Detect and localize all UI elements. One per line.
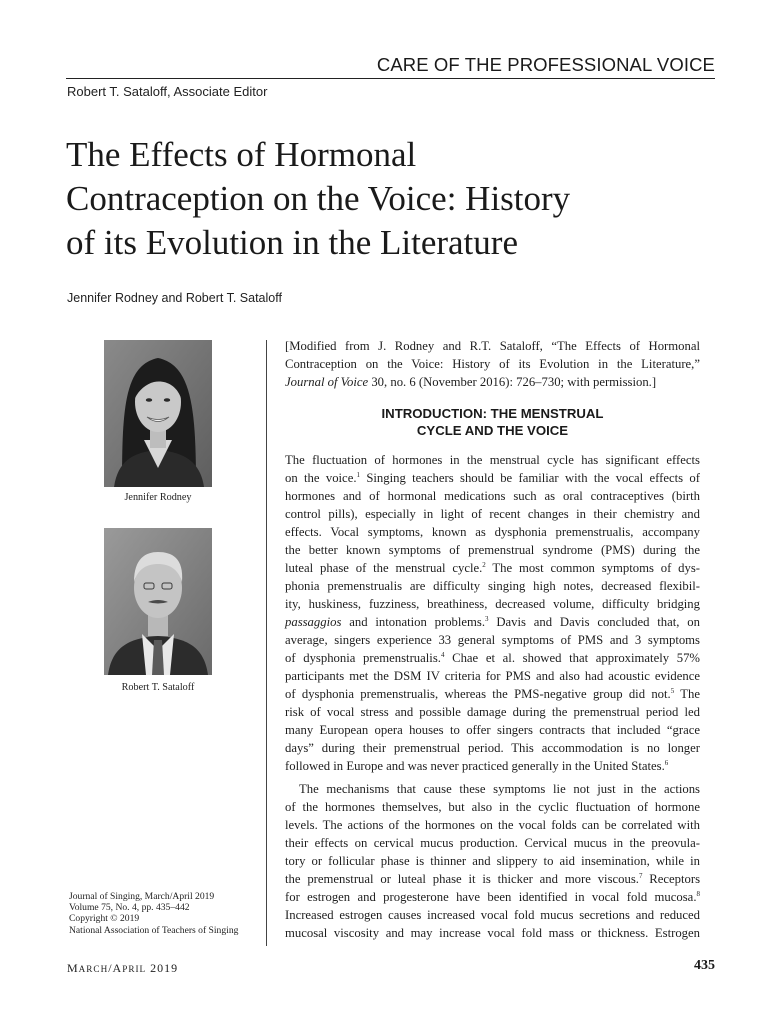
text-line: many European opera houses to offer singers contracts that included “grace [285,723,700,737]
text-line: for estrogen and progesterone have been identified in vocal fold mucosa.$^8$ [285,890,700,904]
text-line: Increased estrogen causes increased vocal fold mucus secretions and reduced [285,908,700,922]
text-line: control pills), especially in light of recent changes in their chemistry and [285,507,700,521]
text-line: participants met the DSM IV criteria for PMS and also had acoustic evidence [285,669,700,683]
journal-name: Journal of Voice [285,375,369,389]
text-line: Contraception on the Voice: History of its Evolution in the Literature,” [285,357,700,371]
citation-line: Journal of Singing, March/April 2019 [69,891,215,902]
footnote-ref: 5 [670,687,675,695]
text-line: of the hormones themselves, but also in the cyclic fluctuation of hormone [285,800,700,814]
page-number: 435 [694,958,715,973]
text-line: ity, huskiness, fuzziness, breathiness, decreased volume, difficulty bridging [285,597,700,611]
text-line: mucosal viscosity and may increase vocal fold mass or thickness. Estrogen [285,926,700,940]
text-line: on the voice.$^1$ Singing teachers should be familiar with the vocal effects of [285,471,700,485]
modification-note [285,337,700,391]
article-body [285,337,700,942]
text-line: passaggios and intonation problems.$^3$ Davis and Davis concluded that, on [285,615,700,629]
citation-line: National Association of Teachers of Singing [69,924,239,936]
issue-date: MARCH/APRIL 2019 [67,961,179,975]
text-line: risk of vocal stress and possible damage during the premenstrual period led [285,705,700,719]
photo-caption-robert-sataloff: Robert T. Sataloff [121,682,195,693]
text-line: their effects on cervical mucus production. Cervical mucus in the preovula- [285,836,700,850]
text-line: days” during their premenstrual period. This accommodation is no longer [285,741,700,755]
footnote-ref: 1 [356,471,360,479]
citation-line: Volume 75, No. 4, pp. 435–442 [69,902,190,914]
text-line: levels. The actions of the hormones on the vocal folds can be correlated with [285,818,700,832]
article-authors: Jennifer Rodney and Robert T. Sataloff [67,291,282,305]
article-title [66,133,706,265]
text-line: followed in Europe and was never practiced generally in the United States.$^6$ [285,759,669,773]
text-line: average, singers experience 33 general symptoms of PMS and 3 symptoms [285,633,700,647]
paragraph [285,780,700,942]
column-divider [266,340,267,946]
footnote-ref: 8 [696,890,700,898]
header-rule [66,78,715,79]
footnote-ref: 3 [485,615,489,623]
photo-caption-jennifer-rodney: Jennifer Rodney [124,492,192,503]
text-line: Journal of Voice 30, no. 6 (November 2016): 726–730; with permission.] [285,375,657,389]
section-heading: INTRODUCTION: THE MENSTRUAL CYCLE AND THE VOICE [381,406,604,438]
title-line-1: The Effects of Hormonal [66,135,417,174]
text-line: of dysphonia premenstrualis.$^4$ Chae et al. showed that approximately 57% [285,651,700,665]
associate-editor: Robert T. Sataloff, Associate Editor [67,84,268,99]
footnote-ref: 6 [664,759,669,767]
author-photo-jennifer-rodney [104,340,212,487]
section-header: CARE OF THE PROFESSIONAL VOICE [376,54,715,75]
citation-line: Copyright © 2019 [69,913,140,925]
title-line-3: of its Evolution in the Literature [66,223,518,262]
text-line: The mechanisms that cause these symptoms lie not just in the actions [299,782,700,796]
text-line: The fluctuation of hormones in the menstrual cycle has significant effects [285,453,700,467]
footnote-ref: 2 [482,561,486,569]
footnote-ref: 7 [638,872,643,880]
text-line: luteal phase of the menstrual cycle.$^2$ The most common symptoms of dys- [285,561,700,575]
text-line: the premenstrual or luteal phase it is thicker and more viscous.$^7$ Receptors [285,872,701,886]
text-line: of dysphonia premenstrualis, whereas the PMS-negative group did not.$^5$ The [285,687,700,701]
text-line: phonia premenstrualis are difficulty singing high notes, decreased flexibil- [285,579,700,593]
footnote-ref: 4 [440,651,445,659]
text-line: [Modified from J. Rodney and R.T. Sataloff, “The Effects of Hormonal [285,339,700,353]
text-line: effects. Vocal symptoms, known as dysphonia premenstrualis, accompany [285,525,700,539]
text-line: the better known symptoms of premenstrual syndrome (PMS) during the [285,543,700,557]
text-line: hormones and of hormonal medications such as oral contraceptives (birth [285,489,700,503]
paragraph [285,451,700,775]
journal-citation [69,891,265,936]
author-photo-robert-sataloff [104,528,212,675]
text-line: tory or follicular phase is thinner and slippery to aid insemination, while in [285,854,700,868]
title-line-2: Contraception on the Voice: History [66,179,571,218]
